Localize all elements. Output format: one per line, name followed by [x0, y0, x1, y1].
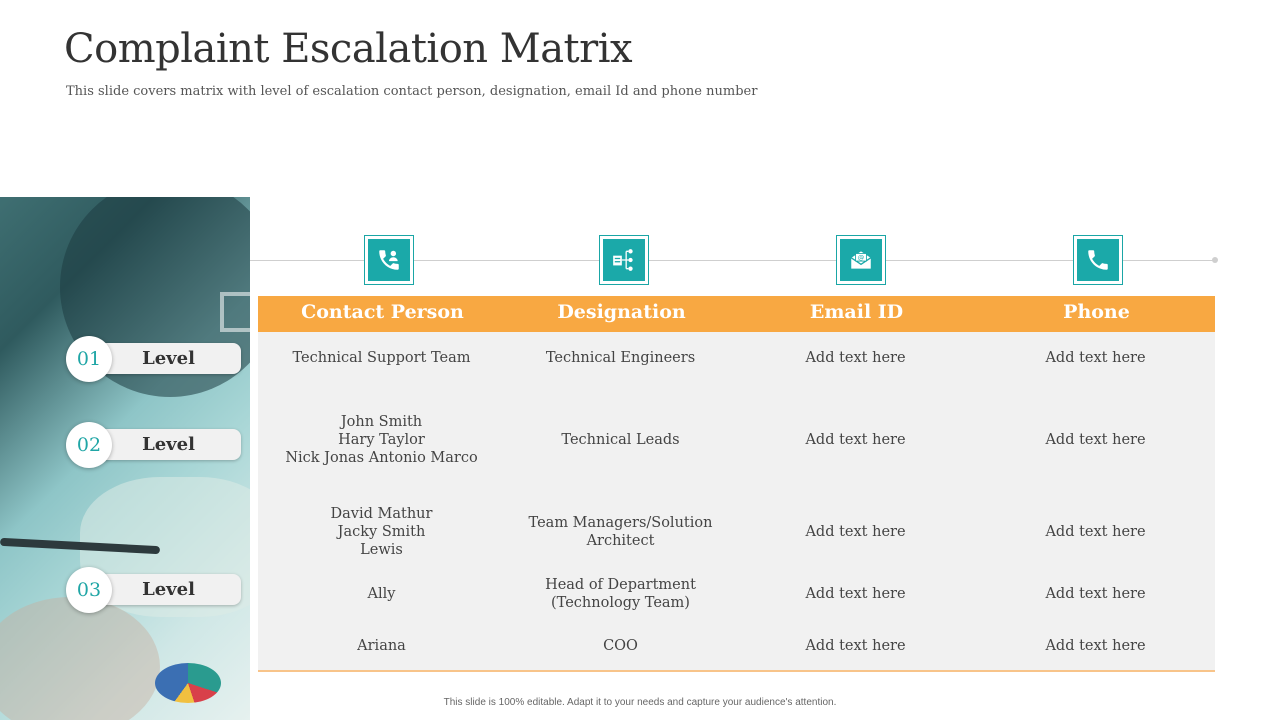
- contact-person-icon: [364, 235, 414, 285]
- table-cell: COO: [603, 638, 638, 654]
- column-header: Phone: [1063, 301, 1130, 323]
- svg-text:@: @: [857, 253, 865, 262]
- connector-end-dot: [1212, 257, 1218, 263]
- page-title: Complaint Escalation Matrix: [64, 26, 633, 72]
- table-cell: Add text here: [805, 432, 906, 448]
- table-cell: Add text here: [1045, 432, 1146, 448]
- table-cell: Ariana: [357, 638, 406, 654]
- level-item-03: [66, 567, 241, 611]
- level-label: Level: [142, 434, 195, 455]
- column-header: Contact Person: [301, 301, 464, 323]
- table-cell: Add text here: [805, 586, 906, 602]
- table-cell: Head of Department (Technology Team): [545, 577, 696, 611]
- table-cell: Add text here: [805, 350, 906, 366]
- level-number: 02: [66, 422, 112, 468]
- table-cell: Add text here: [805, 638, 906, 654]
- table-cell: Ally: [367, 586, 396, 602]
- table-header: [258, 296, 1215, 332]
- email-icon: [836, 235, 886, 285]
- table-cell: Add text here: [1045, 524, 1146, 540]
- level-label: Level: [142, 348, 195, 369]
- table-cell: Team Managers/Solution Architect: [528, 515, 713, 549]
- level-label: Level: [142, 579, 195, 600]
- table-body: [258, 332, 1215, 672]
- table-cell: John Smith Hary Taylor Nick Jonas Antonio Marco: [285, 414, 478, 466]
- level-number: 03: [66, 567, 112, 613]
- level-number: 01: [66, 336, 112, 382]
- table-cell: Technical Engineers: [545, 350, 696, 366]
- column-header: Designation: [557, 301, 686, 323]
- table-cell: Technical Support Team: [292, 350, 471, 366]
- phone-icon: [1073, 235, 1123, 285]
- footer-note: This slide is 100% editable. Adapt it to your needs and capture your audience's attention.: [443, 697, 837, 708]
- table-cell: Add text here: [1045, 586, 1146, 602]
- table-cell: Add text here: [1045, 350, 1146, 366]
- level-item-01: [66, 336, 241, 380]
- table-cell: Technical Leads: [561, 432, 680, 448]
- page-subtitle: This slide covers matrix with level of escalation contact person, designation, email Id and phone number: [66, 84, 758, 99]
- level-item-02: [66, 422, 241, 466]
- designation-icon: [599, 235, 649, 285]
- table-cell: Add text here: [1045, 638, 1146, 654]
- table-cell: Add text here: [805, 524, 906, 540]
- table-cell: David Mathur Jacky Smith Lewis: [330, 506, 433, 558]
- column-header: Email ID: [809, 301, 904, 323]
